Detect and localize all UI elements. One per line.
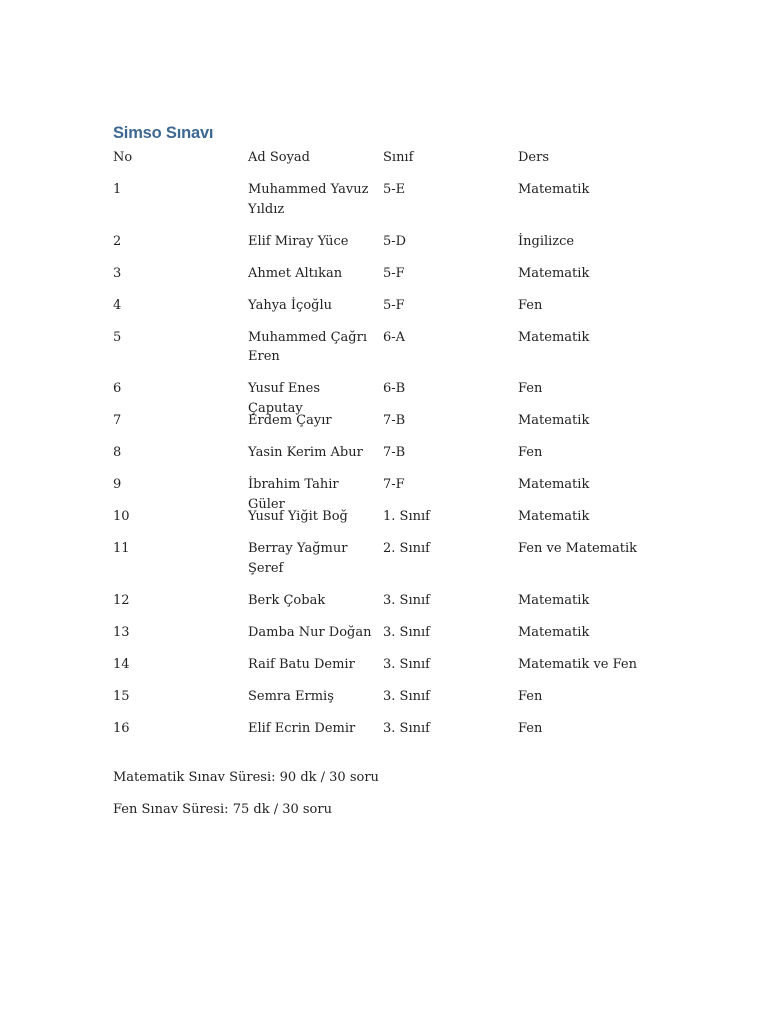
table-row — [113, 296, 653, 328]
table-row — [113, 232, 653, 264]
cell-class: 6-B — [383, 381, 406, 396]
cell-course: Matematik — [518, 182, 590, 197]
cell-class: 3. Sınıf — [383, 592, 430, 608]
table-row — [113, 379, 653, 416]
cell-no: 2 — [113, 233, 122, 249]
cell-no: 11 — [113, 541, 130, 556]
cell-name: Yahya İçoğlu — [248, 297, 333, 313]
cell-class: 3. Sınıf — [383, 720, 430, 736]
cell-class: 7-F — [383, 477, 405, 492]
cell-name: Elif Ecrin Demir — [248, 720, 356, 736]
table-header-row — [113, 148, 653, 180]
student-table — [113, 148, 653, 751]
cell-name: Muhammed Çağrı Eren — [248, 329, 367, 364]
cell-no: 6 — [113, 381, 122, 396]
header-no: No — [113, 150, 133, 165]
cell-no: 5 — [113, 329, 122, 345]
table-row — [113, 687, 653, 719]
cell-course: Matematik ve Fen — [518, 656, 637, 672]
header-class: Sınıf — [383, 150, 414, 165]
cell-name: Berray Yağmur Şeref — [248, 541, 348, 576]
cell-name: Muhammed Yavuz Yıldız — [248, 182, 369, 217]
cell-no: 13 — [113, 624, 130, 640]
table-row — [113, 328, 653, 380]
cell-class: 5-F — [383, 265, 405, 281]
cell-course: Fen — [518, 297, 543, 313]
cell-course: Matematik — [518, 265, 590, 281]
header-course: Ders — [518, 150, 550, 165]
cell-class: 5-F — [383, 297, 405, 313]
cell-no: 14 — [113, 656, 130, 672]
cell-class: 7-B — [383, 445, 406, 460]
cell-name: Raif Batu Demir — [248, 656, 355, 672]
cell-name: Ahmet Altıkan — [248, 265, 343, 281]
cell-class: 2. Sınıf — [383, 541, 430, 556]
document-page — [113, 0, 673, 1024]
cell-no: 10 — [113, 509, 130, 524]
cell-class: 7-B — [383, 413, 406, 428]
header-name: Ad Soyad — [248, 150, 310, 165]
cell-class: 3. Sınıf — [383, 624, 430, 640]
cell-no: 15 — [113, 688, 130, 704]
table-row — [113, 655, 653, 687]
table-row — [113, 264, 653, 296]
cell-name: Yusuf Yiğit Boğ — [248, 509, 348, 524]
cell-no: 4 — [113, 297, 122, 313]
cell-name: Yasin Kerim Abur — [248, 445, 363, 460]
cell-name: Damba Nur Doğan — [248, 624, 372, 640]
cell-course: İngilizce — [518, 233, 575, 249]
table-row — [113, 507, 653, 539]
cell-no: 16 — [113, 720, 130, 736]
document-title: Simso Sınavı — [113, 124, 214, 142]
cell-name: Elif Miray Yüce — [248, 233, 349, 249]
cell-class: 3. Sınıf — [383, 656, 430, 672]
cell-no: 9 — [113, 477, 122, 492]
table-row — [113, 411, 653, 443]
cell-course: Matematik — [518, 329, 590, 345]
cell-class: 3. Sınıf — [383, 688, 430, 704]
cell-name: Semra Ermiş — [248, 688, 334, 704]
cell-name: Erdem Çayır — [248, 413, 332, 428]
cell-course: Fen — [518, 688, 543, 704]
table-row — [113, 180, 653, 232]
table-row — [113, 539, 653, 591]
table-row — [113, 475, 653, 512]
cell-course: Matematik — [518, 592, 590, 608]
cell-course: Matematik — [518, 477, 590, 492]
table-row — [113, 719, 653, 751]
cell-course: Matematik — [518, 509, 590, 524]
cell-name: İbrahim Tahir Güler — [248, 477, 339, 512]
cell-no: 8 — [113, 445, 122, 460]
cell-no: 12 — [113, 592, 130, 608]
cell-no: 3 — [113, 265, 122, 281]
science-exam-duration-note: Fen Sınav Süresi: 75 dk / 30 soru — [113, 802, 332, 817]
cell-name: Yusuf Enes Çaputay — [248, 381, 321, 416]
cell-no: 7 — [113, 413, 122, 428]
cell-course: Fen ve Matematik — [518, 541, 637, 556]
cell-course: Fen — [518, 445, 543, 460]
cell-no: 1 — [113, 182, 122, 197]
cell-class: 5-E — [383, 182, 406, 197]
table-row — [113, 623, 653, 655]
cell-class: 1. Sınıf — [383, 509, 430, 524]
math-exam-duration-note: Matematik Sınav Süresi: 90 dk / 30 soru — [113, 770, 379, 785]
cell-class: 5-D — [383, 233, 407, 249]
cell-name: Berk Çobak — [248, 592, 326, 608]
cell-course: Fen — [518, 381, 543, 396]
table-row — [113, 443, 653, 475]
table-row — [113, 591, 653, 623]
cell-course: Fen — [518, 720, 543, 736]
cell-course: Matematik — [518, 624, 590, 640]
cell-course: Matematik — [518, 413, 590, 428]
cell-class: 6-A — [383, 329, 406, 345]
